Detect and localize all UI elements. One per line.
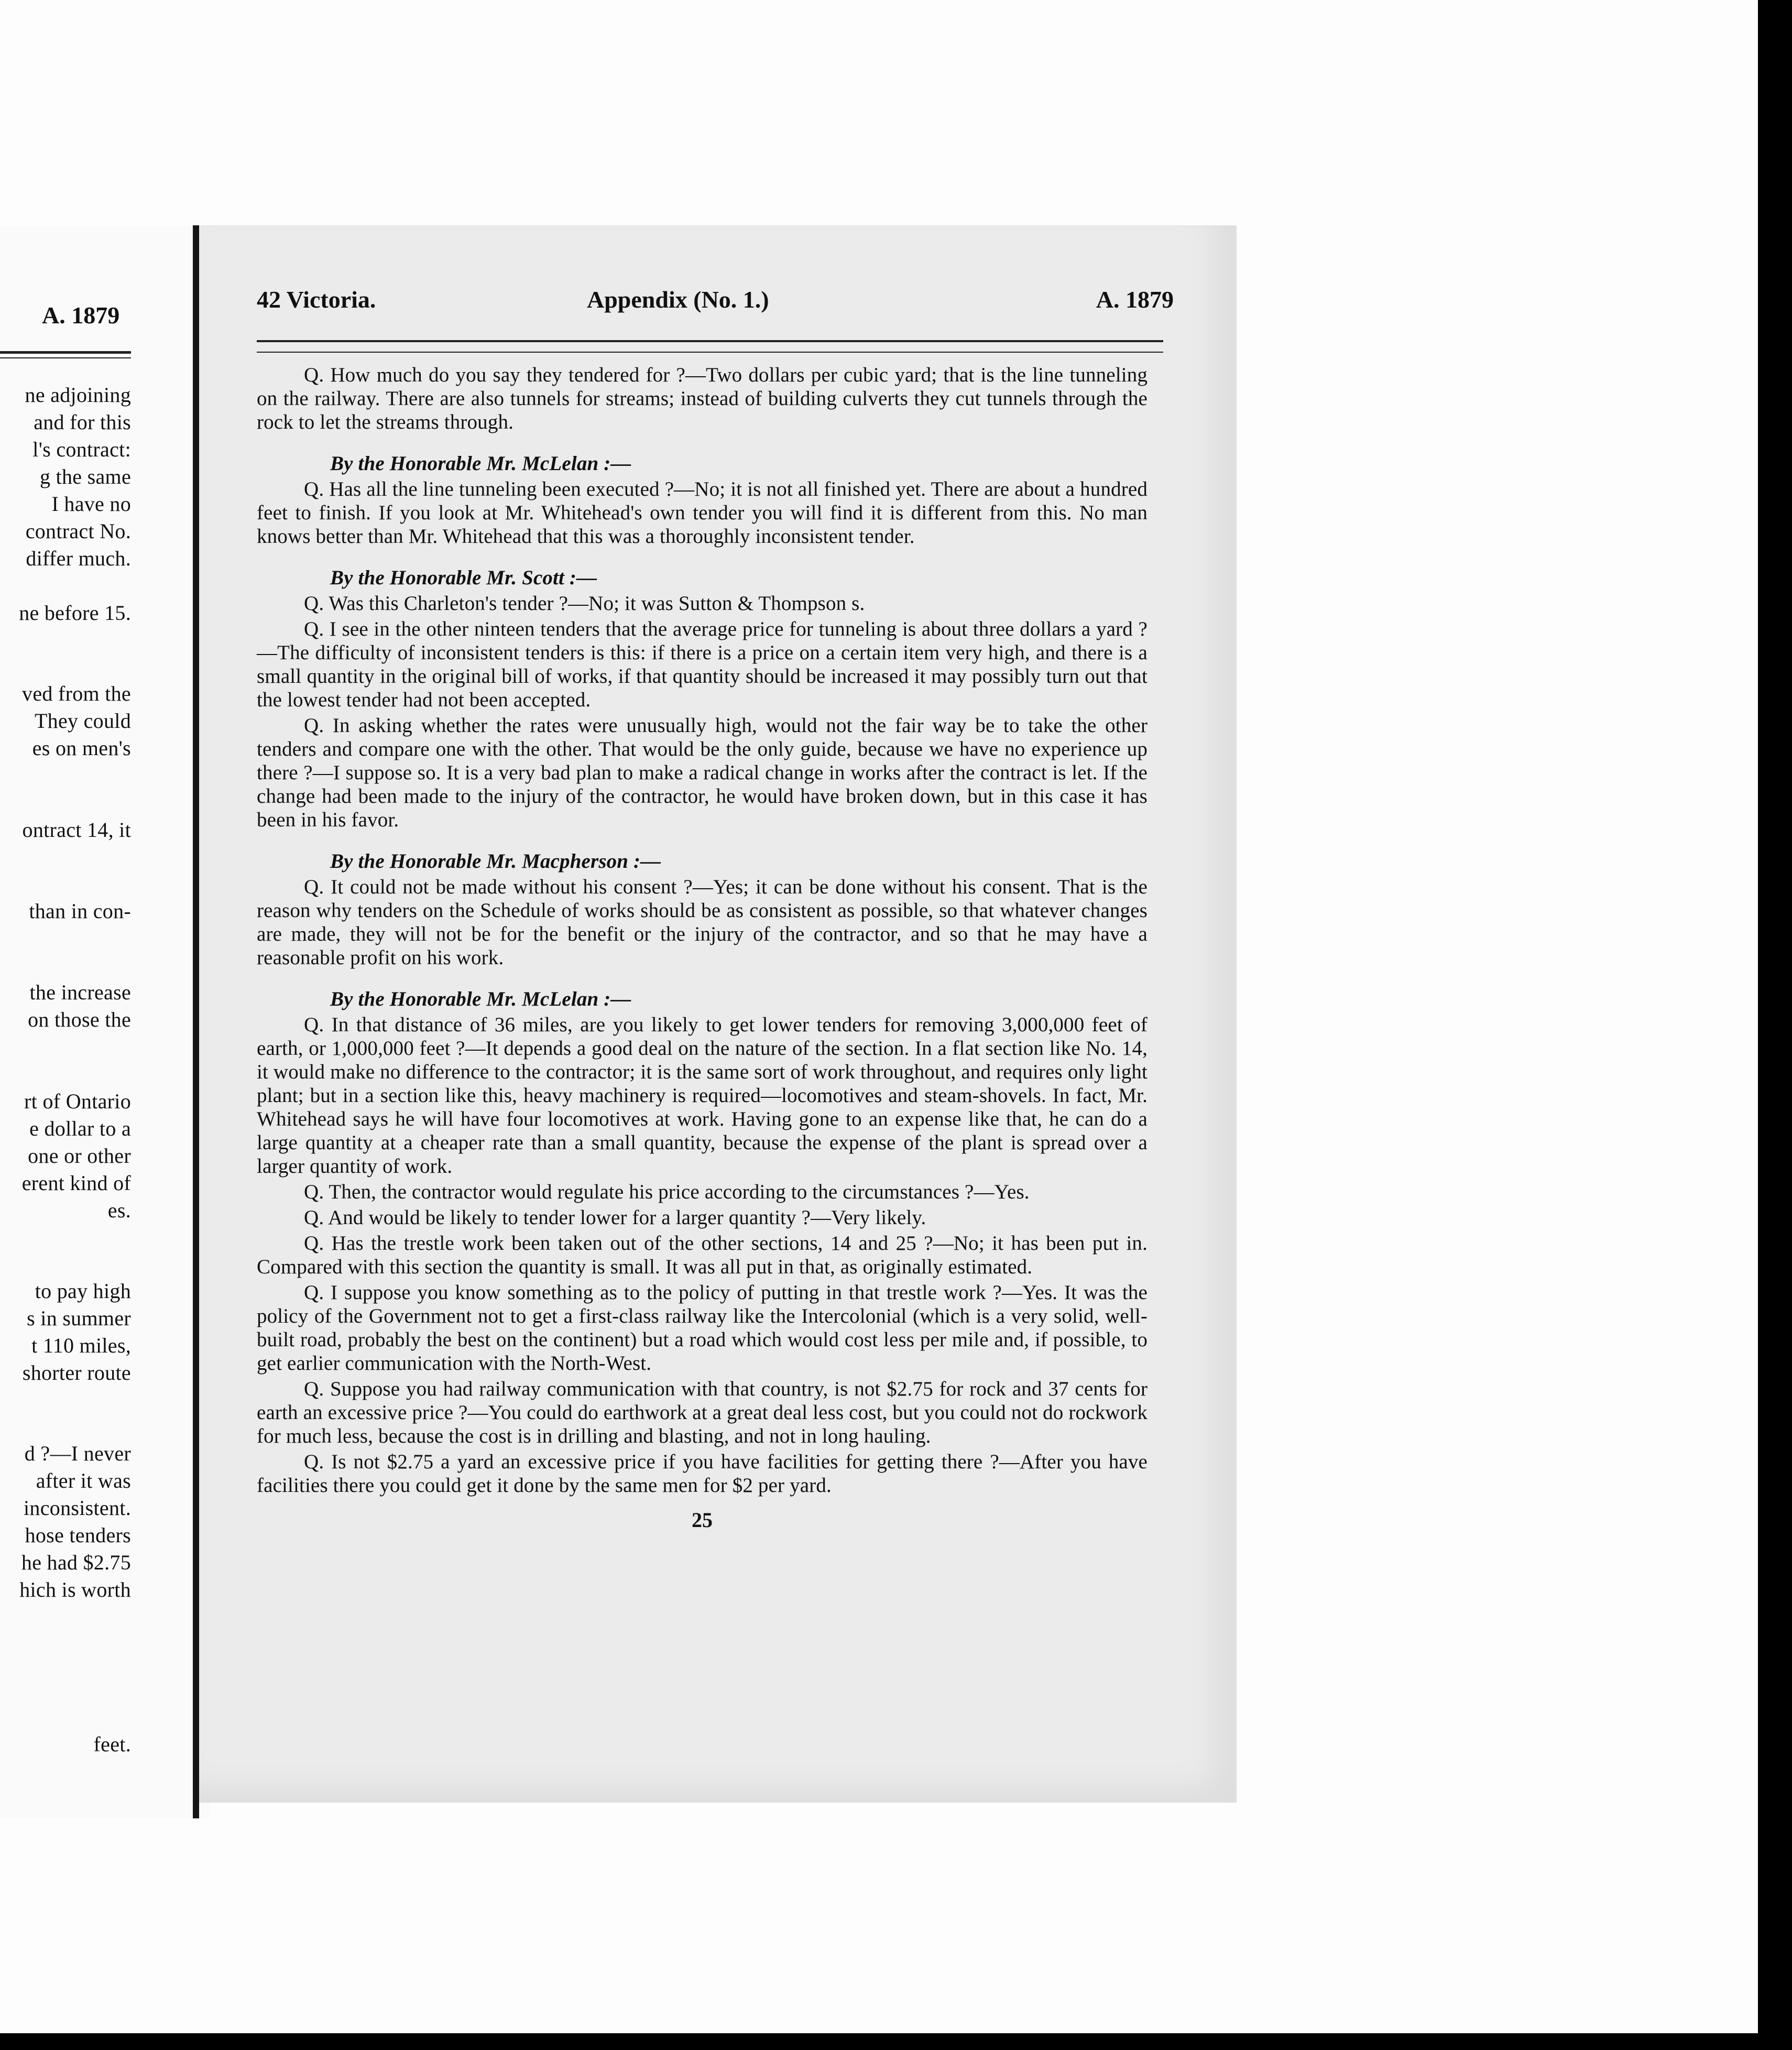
left-page-line: They could: [34, 709, 131, 733]
left-page-line: and for this: [34, 410, 131, 434]
testimony-paragraph: Q. I see in the other ninteen tenders that the average price for tunneling is about three dollars a yard ?—The difficulty of inconsistent tenders is this: if there is a price on a certain item very high, and there is a small quantity in the original bill of works, if that quantity should be increased it may possibly turn out that the lowest tender had not been accepted.: [257, 618, 1148, 711]
speaker-heading: By the Honorable Mr. McLelan :—: [330, 988, 631, 1010]
left-page-line: to pay high: [35, 1279, 131, 1303]
running-head-year: A. 1879: [1096, 286, 1174, 313]
left-page-line: ontract 14, it: [22, 818, 131, 842]
left-page-line: I have no: [51, 492, 131, 516]
left-page-line: shorter route: [22, 1361, 131, 1384]
testimony-paragraph: Q. How much do you say they tendered for ?—Two dollars per cubic yard; that is the line tunneling on the railway. There are also tunnels for streams; instead of building culverts they cut tunnels through the rock to let the streams through.: [257, 364, 1148, 433]
speaker-heading: By the Honorable Mr. Scott :—: [330, 566, 597, 589]
left-header-rule: [0, 351, 131, 354]
testimony-paragraph: Q. And would be likely to tender lower for a larger quantity ?—Very likely.: [304, 1206, 926, 1229]
testimony-paragraph: Q. I suppose you know something as to the policy of putting in that trestle work ?—Yes. It was the policy of the Government not to get a first-class railway like the Intercolonial (which is a very solid, well-built road, probably the best on the continent) but a road which would cost less per mile and, if possible, to get earlier communication with the North-West.: [257, 1281, 1148, 1375]
left-page-line: ne adjoining: [25, 383, 131, 407]
left-page-line: one or other: [28, 1144, 131, 1168]
left-page-line: rt of Ontario: [24, 1089, 131, 1113]
left-page-line: he had $2.75: [21, 1551, 131, 1574]
left-page-line: contract No.: [25, 519, 131, 543]
left-page-line: the increase: [29, 980, 131, 1004]
testimony-paragraph: Q. Has the trestle work been taken out of the other sections, 14 and 25 ?—No; it has been put in. Compared with this section the quantity is small. It was all put in that, as originally estimated.: [257, 1232, 1148, 1278]
left-page-line: hose tenders: [25, 1523, 131, 1547]
left-page-line: hich is worth: [19, 1578, 131, 1601]
testimony-text: [257, 363, 1148, 1497]
testimony-paragraph: Q. In asking whether the rates were unusually high, would not the fair way be to take the other tenders and compare one with the other. That would be the only guide, because we have no experience up there ?—I suppose so. It is a very bad plan to make a radical change in works after the contract is let. If the change had been made to the injury of the contractor, he would have broken down, but in this case it has been in his favor.: [257, 714, 1148, 831]
page-content: [257, 286, 1174, 1532]
scan-edge-bottom: [0, 2033, 1792, 2050]
left-page-line: s in summer: [27, 1306, 131, 1330]
testimony-paragraph: Q. Was this Charleton's tender ?—No; it was Sutton & Thompson s.: [304, 592, 865, 615]
page-number: 25: [692, 1508, 713, 1532]
left-page-line: feet.: [93, 1732, 131, 1756]
left-page-line: es.: [107, 1198, 131, 1222]
left-page-line: d ?—I never: [24, 1442, 131, 1465]
speaker-heading: By the Honorable Mr. McLelan :—: [330, 452, 631, 475]
testimony-paragraph: Q. In that distance of 36 miles, are you likely to get lower tenders for removing 3,000,000 feet of earth, or 1,000,000 feet ?—It depends a good deal on the nature of the section. In a flat section like No. 14, it would make no difference to the contractor; it is the same sort of work throughout, and requires only light plant; but in a section like this, heavy machinery is required—locomotives and steam-shovels. In fact, Mr. Whitehead says he will have four locomotives at work. Having gone to an expense like that, he can do a large quantity at a cheaper rate than a small quantity, because the expense of the plant is spread over a larger quantity of work.: [257, 1013, 1148, 1177]
scan-edge-right: [1758, 0, 1792, 2050]
left-page-line: on those the: [28, 1008, 131, 1031]
left-page-line: ved from the: [22, 682, 131, 705]
left-page-line: inconsistent.: [24, 1496, 131, 1520]
testimony-paragraph: Q. Suppose you had railway communication with that country, is not $2.75 for rock and 37 cents for earth an excessive price ?—You could do earthwork at a great deal less cost, but you could not do rockwork for much less, because the cost is in drilling and blasting, and not in long hauling.: [257, 1378, 1148, 1447]
book-spine: [193, 225, 199, 1818]
running-head-session: 42 Victoria.: [257, 286, 376, 313]
left-page-line: t 110 miles,: [31, 1334, 131, 1357]
left-page-line: g the same: [39, 465, 131, 488]
left-header-rule: [0, 357, 131, 358]
header-double-rule: [257, 340, 1163, 353]
speaker-heading: By the Honorable Mr. Macpherson :—: [330, 850, 661, 873]
testimony-paragraph: Q. Then, the contractor would regulate his price according to the circumstances ?—Yes.: [304, 1181, 1030, 1203]
left-page-header: A. 1879: [42, 302, 120, 329]
previous-page-fragment: [0, 225, 210, 1818]
left-page-line: after it was: [36, 1469, 131, 1492]
left-page-line: es on men's: [32, 736, 131, 760]
left-page-line: ne before 15.: [19, 601, 131, 625]
testimony-paragraph: Q. Is not $2.75 a yard an excessive price if you have facilities for getting there ?—After you have facilities there you could get it done by the same men for $2 per yard.: [257, 1451, 1148, 1497]
testimony-paragraph: Q. Has all the line tunneling been executed ?—No; it is not all finished yet. There are about a hundred feet to finish. If you look at Mr. Whitehead's own tender you will find it is different from this. No man knows better than Mr. Whitehead that this was a thoroughly inconsistent tender.: [257, 478, 1148, 548]
running-head: [257, 286, 1174, 328]
left-page-line: e dollar to a: [29, 1117, 131, 1140]
running-head-title: Appendix (No. 1.): [587, 286, 769, 313]
document-page: [199, 225, 1237, 1803]
left-page-line: l's contract:: [32, 438, 131, 461]
left-page-line: than in con-: [29, 899, 131, 923]
testimony-paragraph: Q. It could not be made without his consent ?—Yes; it can be done without his consent. That is the reason why tenders on the Schedule of works should be as consistent as possible, so that whatever changes are made, they will not be for the benefit or the injury of the contractor, and so that he may have a reasonable profit on his work.: [257, 876, 1148, 969]
left-page-line: erent kind of: [21, 1171, 131, 1195]
left-page-line: differ much.: [26, 547, 131, 570]
